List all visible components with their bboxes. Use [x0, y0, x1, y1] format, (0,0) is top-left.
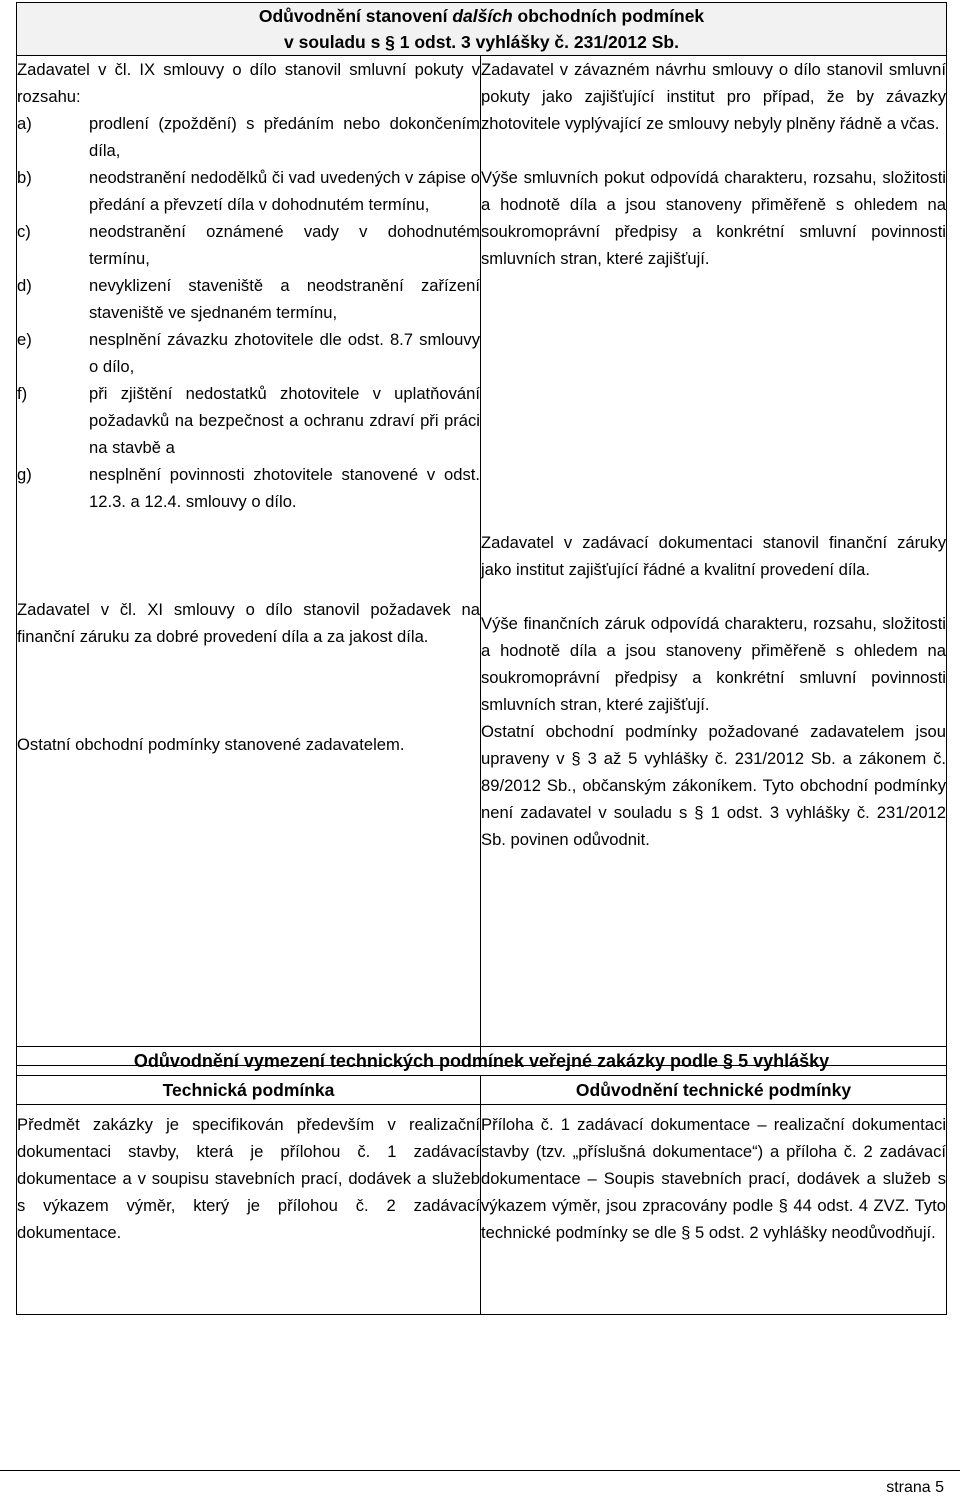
penalty-item-text: neodstranění oznámené vady v dohodnutém termínu,: [89, 222, 480, 268]
section1-left-column: [17, 56, 481, 1066]
section1-right-column: [481, 56, 947, 1066]
penalty-item-text: neodstranění nedodělků či vad uvedených v zápise o předání a převzetí díla v dohodnutém termínu,: [89, 168, 480, 214]
penalty-item-marker: b): [17, 168, 32, 187]
penalties-intro: Zadavatel v čl. IX smlouvy o dílo stanovil smluvní pokuty v rozsahu:: [17, 60, 480, 106]
other-conditions-right: Ostatní obchodní podmínky požadované zadavatelem jsou upraveny v § 3 až 5 vyhlášky č. 231/2012 Sb. a zákonem č. 89/2012 Sb., občanským zákoníkem. Tyto obchodní podmínky není zadavatel v souladu s § 1 odst. 3 vyhlášky č. 231/2012 Sb. povinen odůvodnit.: [481, 722, 946, 849]
penalty-item-marker: d): [17, 276, 32, 295]
penalty-item: [17, 110, 480, 164]
section2-title: Odůvodnění vymezení technických podmínek veřejné zakázky podle § 5 vyhlášky: [17, 1047, 947, 1076]
page-number: strana 5: [886, 1479, 944, 1496]
penalty-item: [17, 461, 480, 515]
guarantee-justification-1: Zadavatel v zadávací dokumentaci stanovil finanční záruky jako institut zajišťující řádné a kvalitní provedení díla.: [481, 533, 946, 579]
penalty-item: [17, 218, 480, 272]
penalty-item-marker: g): [17, 465, 32, 484]
penalty-item-text: prodlení (zpoždění) s předáním nebo dokončením díla,: [89, 114, 480, 160]
guarantee-justification-2: Výše finančních záruk odpovídá charakteru, rozsahu, složitosti a hodnotě díla a jsou stanoveny přiměřeně s ohledem na soukromoprávní předpisy a konkrétní smluvní povinnosti smluvních stran, které zajišťují.: [481, 614, 946, 714]
section1-title-line1: Odůvodnění stanovení dalších obchodních podmínek: [258, 6, 705, 26]
technical-conditions-table: [16, 1046, 947, 1315]
penalty-item-marker: f): [17, 384, 28, 403]
penalty-item-marker: e): [17, 330, 32, 349]
section1-title-line2: v souladu s § 1 odst. 3 vyhlášky č. 231/2012 Sb.: [284, 32, 679, 52]
conditions-table: [16, 2, 947, 1066]
penalty-item-marker: c): [17, 222, 31, 241]
penalty-item-text: nevyklizení staveniště a neodstranění zařízení staveniště ve sjednaném termínu,: [89, 276, 480, 322]
technical-condition-text: Předmět zakázky je specifikován především v realizační dokumentaci stavby, která je přílohou č. 1 zadávací dokumentace a v soupisu stavebních prací, dodávek a služeb s výkazem výměr, který je přílohou č. 2 zadávací dokumentace.: [17, 1105, 481, 1315]
technical-justification-text: Příloha č. 1 zadávací dokumentace – realizační dokumentaci stavby (tzv. „příslušná dokumentace“) a příloha č. 2 zadávací dokumentace – Soupis stavebních prací, dodávek a služeb s výkazem výměr, jsou zpracovány podle § 44 odst. 4 ZVZ. Tyto technické podmínky se dle § 5 odst. 2 vyhlášky neodůvodňují.: [481, 1105, 947, 1315]
technical-condition-header: Technická podmínka: [17, 1076, 481, 1105]
section1-header: [17, 3, 947, 56]
penalties-justification-1: Zadavatel v závazném návrhu smlouvy o dílo stanovil smluvní pokuty jako zajišťující institut pro případ, že by závazky zhotovitele vyplývající ze smlouvy nebyly plněny řádně a včas.: [481, 60, 946, 133]
penalty-item: [17, 326, 480, 380]
footer-divider: [0, 1470, 960, 1471]
penalty-item-text: nesplnění povinnosti zhotovitele stanovené v odst. 12.3. a 12.4. smlouvy o dílo.: [89, 465, 480, 511]
technical-justification-header: Odůvodnění technické podmínky: [481, 1076, 947, 1105]
penalty-item: [17, 164, 480, 218]
penalty-item-text: nesplnění závazku zhotovitele dle odst. 8.7 smlouvy o dílo,: [89, 330, 480, 376]
other-conditions-left: Ostatní obchodní podmínky stanovené zadavatelem.: [17, 735, 405, 754]
guarantee-requirement: Zadavatel v čl. XI smlouvy o dílo stanovil požadavek na finanční záruku za dobré provedení díla a za jakost díla.: [17, 600, 480, 646]
penalties-justification-2: Výše smluvních pokut odpovídá charakteru, rozsahu, složitosti a hodnotě díla a jsou stanoveny přiměřeně s ohledem na soukromoprávní předpisy a konkrétní smluvní povinnosti smluvních stran, které zajišťují.: [481, 168, 946, 268]
penalty-item: [17, 380, 480, 461]
penalty-item-marker: a): [17, 114, 32, 133]
penalty-item-text: při zjištění nedostatků zhotovitele v uplatňování požadavků na bezpečnost a ochranu zdraví při práci na stavbě a: [89, 384, 480, 457]
penalty-item: [17, 272, 480, 326]
penalty-list: [17, 110, 480, 515]
